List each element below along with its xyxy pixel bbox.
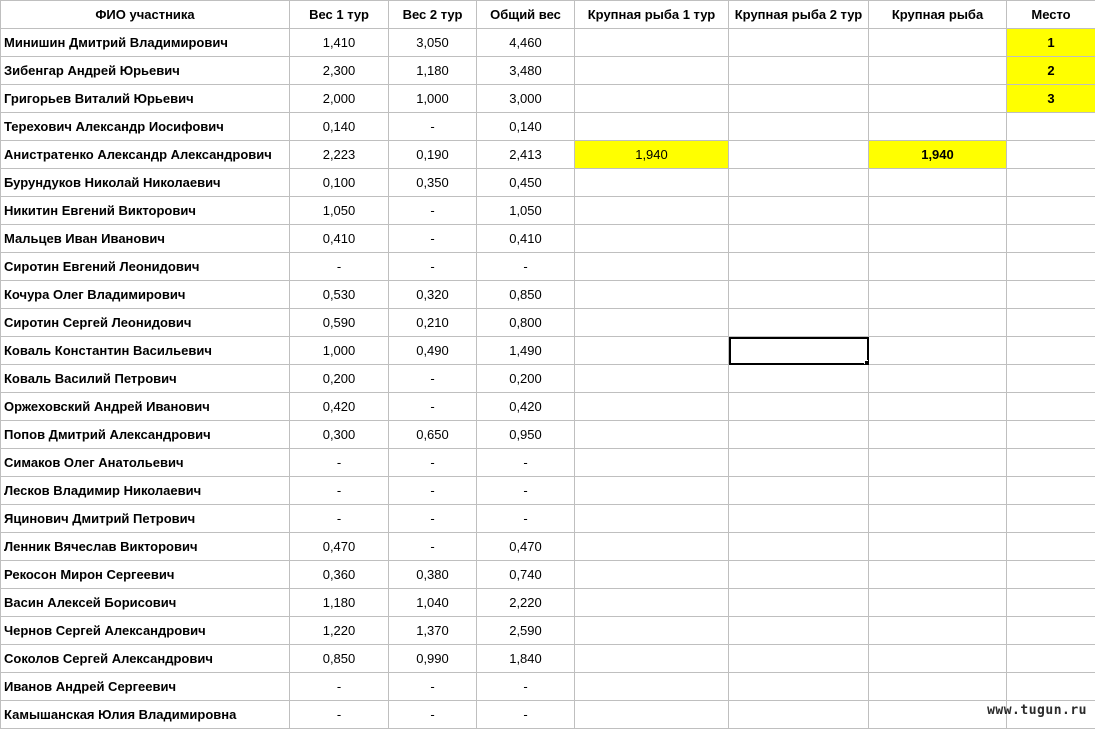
big-fish-round-2-cell[interactable] <box>729 673 869 701</box>
place-cell[interactable]: 2 <box>1007 57 1095 85</box>
weight-round-1-cell[interactable]: 0,360 <box>290 561 389 589</box>
big-fish-cell[interactable] <box>869 449 1007 477</box>
place-cell[interactable] <box>1007 533 1095 561</box>
total-weight-cell[interactable]: 0,140 <box>477 113 575 141</box>
big-fish-round-2-cell[interactable] <box>729 421 869 449</box>
place-cell[interactable] <box>1007 281 1095 309</box>
weight-round-1-cell[interactable]: 0,420 <box>290 393 389 421</box>
big-fish-round-2-cell[interactable] <box>729 393 869 421</box>
table-row <box>1 113 1095 141</box>
weight-round-2-cell[interactable]: - <box>389 225 477 253</box>
big-fish-round-1-cell[interactable] <box>575 673 729 701</box>
big-fish-round-2-cell[interactable] <box>729 365 869 393</box>
weight-round-1-cell[interactable]: 0,140 <box>290 113 389 141</box>
big-fish-cell[interactable] <box>869 421 1007 449</box>
weight-round-2-cell[interactable]: 0,380 <box>389 561 477 589</box>
participant-name-cell[interactable]: Коваль Константин Васильевич <box>1 337 290 365</box>
big-fish-round-1-cell[interactable] <box>575 477 729 505</box>
big-fish-round-2-cell[interactable] <box>729 85 869 113</box>
big-fish-round-1-cell[interactable] <box>575 309 729 337</box>
participant-name-cell[interactable]: Кочура Олег Владимирович <box>1 281 290 309</box>
weight-round-1-cell[interactable]: - <box>290 449 389 477</box>
place-cell[interactable] <box>1007 169 1095 197</box>
place-cell[interactable]: 3 <box>1007 85 1095 113</box>
participant-name-cell[interactable]: Никитин Евгений Викторович <box>1 197 290 225</box>
participant-name-cell[interactable]: Зибенгар Андрей Юрьевич <box>1 57 290 85</box>
participant-name-cell[interactable]: Терехович Александр Иосифович <box>1 113 290 141</box>
participant-name-cell[interactable]: Камышанская Юлия Владимировна <box>1 701 290 729</box>
big-fish-cell[interactable] <box>869 393 1007 421</box>
total-weight-cell[interactable]: 4,460 <box>477 29 575 57</box>
total-weight-cell[interactable]: - <box>477 477 575 505</box>
total-weight-cell[interactable]: 2,220 <box>477 589 575 617</box>
table-row <box>1 309 1095 337</box>
participant-name-cell[interactable]: Васин Алексей Борисович <box>1 589 290 617</box>
total-weight-cell[interactable]: 3,480 <box>477 57 575 85</box>
participant-name-cell[interactable]: Бурундуков Николай Николаевич <box>1 169 290 197</box>
place-cell[interactable] <box>1007 337 1095 365</box>
big-fish-round-2-cell[interactable] <box>729 169 869 197</box>
weight-round-1-cell[interactable]: 0,200 <box>290 365 389 393</box>
fill-handle[interactable] <box>864 360 869 365</box>
weight-round-2-cell[interactable]: - <box>389 393 477 421</box>
place-cell[interactable] <box>1007 673 1095 701</box>
weight-round-2-cell[interactable]: 0,650 <box>389 421 477 449</box>
weight-round-1-cell[interactable]: 0,300 <box>290 421 389 449</box>
place-cell[interactable] <box>1007 645 1095 673</box>
participant-name-cell[interactable]: Коваль Василий Петрович <box>1 365 290 393</box>
place-cell[interactable] <box>1007 589 1095 617</box>
big-fish-round-1-cell[interactable] <box>575 57 729 85</box>
place-cell[interactable]: 1 <box>1007 29 1095 57</box>
big-fish-cell[interactable] <box>869 337 1007 365</box>
header-big-fish-round-1[interactable]: Крупная рыба 1 тур <box>575 1 729 29</box>
weight-round-1-cell[interactable]: 0,410 <box>290 225 389 253</box>
place-cell[interactable] <box>1007 449 1095 477</box>
participant-name-cell[interactable]: Чернов Сергей Александрович <box>1 617 290 645</box>
participant-name-cell[interactable]: Лесков Владимир Николаевич <box>1 477 290 505</box>
header-big-fish-round-2[interactable]: Крупная рыба 2 тур <box>729 1 869 29</box>
table-row <box>1 393 1095 421</box>
place-cell[interactable] <box>1007 393 1095 421</box>
weight-round-1-cell[interactable]: 1,180 <box>290 589 389 617</box>
big-fish-cell[interactable] <box>869 253 1007 281</box>
big-fish-cell[interactable] <box>869 281 1007 309</box>
big-fish-cell[interactable] <box>869 197 1007 225</box>
table-row <box>1 337 1095 365</box>
place-cell[interactable] <box>1007 421 1095 449</box>
header-big-fish[interactable]: Крупная рыба <box>869 1 1007 29</box>
table-row <box>1 253 1095 281</box>
table-row <box>1 449 1095 477</box>
big-fish-round-1-cell[interactable] <box>575 253 729 281</box>
weight-round-1-cell[interactable]: 0,100 <box>290 169 389 197</box>
weight-round-1-cell[interactable]: 0,850 <box>290 645 389 673</box>
participant-name-cell[interactable]: Оржеховский Андрей Иванович <box>1 393 290 421</box>
weight-round-1-cell[interactable]: 0,590 <box>290 309 389 337</box>
total-weight-cell[interactable]: 0,200 <box>477 365 575 393</box>
weight-round-2-cell[interactable]: - <box>389 505 477 533</box>
big-fish-round-2-cell[interactable] <box>729 449 869 477</box>
weight-round-2-cell[interactable]: - <box>389 197 477 225</box>
total-weight-cell[interactable]: 1,050 <box>477 197 575 225</box>
header-weight-round-1[interactable]: Вес 1 тур <box>290 1 389 29</box>
big-fish-round-1-cell[interactable] <box>575 589 729 617</box>
weight-round-2-cell[interactable]: - <box>389 477 477 505</box>
table-row <box>1 505 1095 533</box>
big-fish-cell[interactable] <box>869 533 1007 561</box>
total-weight-cell[interactable]: - <box>477 253 575 281</box>
weight-round-2-cell[interactable]: 3,050 <box>389 29 477 57</box>
weight-round-2-cell[interactable]: - <box>389 701 477 729</box>
weight-round-1-cell[interactable]: 1,410 <box>290 29 389 57</box>
big-fish-cell[interactable] <box>869 29 1007 57</box>
table-row <box>1 57 1095 85</box>
header-total-weight[interactable]: Общий вес <box>477 1 575 29</box>
place-cell[interactable] <box>1007 113 1095 141</box>
weight-round-2-cell[interactable]: - <box>389 533 477 561</box>
big-fish-round-1-cell[interactable] <box>575 645 729 673</box>
total-weight-cell[interactable]: 1,490 <box>477 337 575 365</box>
participant-name-cell[interactable]: Мальцев Иван Иванович <box>1 225 290 253</box>
participant-name-cell[interactable]: Ленник Вячеслав Викторович <box>1 533 290 561</box>
weight-round-1-cell[interactable]: 2,300 <box>290 57 389 85</box>
big-fish-round-2-cell[interactable] <box>729 281 869 309</box>
big-fish-round-2-cell[interactable] <box>729 589 869 617</box>
place-cell[interactable] <box>1007 617 1095 645</box>
place-cell[interactable] <box>1007 561 1095 589</box>
participant-name-cell[interactable]: Соколов Сергей Александрович <box>1 645 290 673</box>
total-weight-cell[interactable]: 0,950 <box>477 421 575 449</box>
big-fish-round-1-cell[interactable] <box>575 337 729 365</box>
participant-name-cell[interactable]: Анистратенко Александр Александрович <box>1 141 290 169</box>
header-row <box>1 1 1095 29</box>
weight-round-2-cell[interactable]: 0,990 <box>389 645 477 673</box>
weight-round-1-cell[interactable]: 0,470 <box>290 533 389 561</box>
place-cell[interactable] <box>1007 253 1095 281</box>
big-fish-cell[interactable] <box>869 113 1007 141</box>
big-fish-cell[interactable] <box>869 701 1007 729</box>
weight-round-1-cell[interactable]: - <box>290 673 389 701</box>
weight-round-2-cell[interactable]: 0,210 <box>389 309 477 337</box>
participant-name-cell[interactable]: Иванов Андрей Сергеевич <box>1 673 290 701</box>
weight-round-1-cell[interactable]: - <box>290 505 389 533</box>
total-weight-cell[interactable]: 0,450 <box>477 169 575 197</box>
big-fish-round-1-cell[interactable] <box>575 449 729 477</box>
big-fish-round-2-cell[interactable] <box>729 309 869 337</box>
big-fish-round-2-cell[interactable] <box>729 477 869 505</box>
total-weight-cell[interactable]: 3,000 <box>477 85 575 113</box>
weight-round-1-cell[interactable]: 1,220 <box>290 617 389 645</box>
weight-round-1-cell[interactable]: 2,000 <box>290 85 389 113</box>
weight-round-2-cell[interactable]: 0,490 <box>389 337 477 365</box>
total-weight-cell[interactable]: - <box>477 505 575 533</box>
weight-round-2-cell[interactable]: 0,320 <box>389 281 477 309</box>
big-fish-round-2-cell[interactable] <box>729 225 869 253</box>
big-fish-round-2-cell[interactable] <box>729 561 869 589</box>
total-weight-cell[interactable]: 2,413 <box>477 141 575 169</box>
total-weight-cell[interactable]: 0,410 <box>477 225 575 253</box>
big-fish-round-1-cell[interactable] <box>575 85 729 113</box>
big-fish-round-1-cell[interactable] <box>575 561 729 589</box>
participant-name-cell[interactable]: Яцинович Дмитрий Петрович <box>1 505 290 533</box>
participant-name-cell[interactable]: Симаков Олег Анатольевич <box>1 449 290 477</box>
table-row <box>1 589 1095 617</box>
table-row <box>1 85 1095 113</box>
participant-name-cell[interactable]: Попов Дмитрий Александрович <box>1 421 290 449</box>
big-fish-cell[interactable] <box>869 169 1007 197</box>
weight-round-2-cell[interactable]: 1,370 <box>389 617 477 645</box>
total-weight-cell[interactable]: - <box>477 449 575 477</box>
table-row <box>1 365 1095 393</box>
weight-round-1-cell[interactable]: - <box>290 477 389 505</box>
table-row <box>1 673 1095 701</box>
big-fish-cell[interactable] <box>869 673 1007 701</box>
big-fish-round-1-cell[interactable] <box>575 365 729 393</box>
big-fish-round-1-cell[interactable] <box>575 617 729 645</box>
big-fish-round-2-cell[interactable] <box>729 141 869 169</box>
big-fish-round-1-cell[interactable] <box>575 197 729 225</box>
total-weight-cell[interactable]: - <box>477 701 575 729</box>
table-row <box>1 197 1095 225</box>
place-cell[interactable] <box>1007 197 1095 225</box>
table-row <box>1 281 1095 309</box>
table-body <box>1 29 1095 729</box>
table-row <box>1 617 1095 645</box>
big-fish-round-2-cell[interactable] <box>729 701 869 729</box>
big-fish-cell[interactable] <box>869 365 1007 393</box>
big-fish-cell[interactable] <box>869 505 1007 533</box>
weight-round-2-cell[interactable]: 1,000 <box>389 85 477 113</box>
total-weight-cell[interactable]: 0,850 <box>477 281 575 309</box>
weight-round-2-cell[interactable]: - <box>389 449 477 477</box>
participant-name-cell[interactable]: Сиротин Евгений Леонидович <box>1 253 290 281</box>
weight-round-1-cell[interactable]: 1,050 <box>290 197 389 225</box>
big-fish-round-2-cell[interactable] <box>729 617 869 645</box>
big-fish-round-1-cell[interactable] <box>575 225 729 253</box>
participant-name-cell[interactable]: Григорьев Виталий Юрьевич <box>1 85 290 113</box>
weight-round-2-cell[interactable]: 1,040 <box>389 589 477 617</box>
total-weight-cell[interactable]: 0,740 <box>477 561 575 589</box>
big-fish-round-1-cell[interactable] <box>575 701 729 729</box>
place-cell[interactable] <box>1007 477 1095 505</box>
weight-round-2-cell[interactable]: - <box>389 253 477 281</box>
header-weight-round-2[interactable]: Вес 2 тур <box>389 1 477 29</box>
total-weight-cell[interactable]: 2,590 <box>477 617 575 645</box>
table-row <box>1 561 1095 589</box>
big-fish-cell[interactable]: 1,940 <box>869 141 1007 169</box>
place-cell[interactable] <box>1007 141 1095 169</box>
total-weight-cell[interactable]: 0,420 <box>477 393 575 421</box>
big-fish-round-1-cell[interactable] <box>575 393 729 421</box>
big-fish-round-2-cell[interactable] <box>729 645 869 673</box>
weight-round-1-cell[interactable]: 2,223 <box>290 141 389 169</box>
big-fish-round-1-cell[interactable] <box>575 533 729 561</box>
table-row <box>1 477 1095 505</box>
place-cell[interactable] <box>1007 309 1095 337</box>
participant-name-cell[interactable]: Сиротин Сергей Леонидович <box>1 309 290 337</box>
total-weight-cell[interactable]: 0,470 <box>477 533 575 561</box>
weight-round-1-cell[interactable]: 1,000 <box>290 337 389 365</box>
big-fish-cell[interactable] <box>869 589 1007 617</box>
weight-round-2-cell[interactable]: - <box>389 113 477 141</box>
big-fish-round-1-cell[interactable] <box>575 169 729 197</box>
total-weight-cell[interactable]: 1,840 <box>477 645 575 673</box>
big-fish-cell[interactable] <box>869 309 1007 337</box>
big-fish-round-2-cell[interactable] <box>729 337 869 365</box>
big-fish-cell[interactable] <box>869 617 1007 645</box>
place-cell[interactable] <box>1007 225 1095 253</box>
big-fish-cell[interactable] <box>869 85 1007 113</box>
weight-round-2-cell[interactable]: 0,350 <box>389 169 477 197</box>
big-fish-cell[interactable] <box>869 561 1007 589</box>
weight-round-1-cell[interactable]: 0,530 <box>290 281 389 309</box>
total-weight-cell[interactable]: 0,800 <box>477 309 575 337</box>
weight-round-2-cell[interactable]: - <box>389 365 477 393</box>
table-row <box>1 225 1095 253</box>
header-name[interactable]: ФИО участника <box>1 1 290 29</box>
table-row <box>1 141 1095 169</box>
big-fish-round-2-cell[interactable] <box>729 57 869 85</box>
header-place[interactable]: Место <box>1007 1 1095 29</box>
big-fish-round-2-cell[interactable] <box>729 253 869 281</box>
big-fish-round-2-cell[interactable] <box>729 197 869 225</box>
participant-name-cell[interactable]: Минишин Дмитрий Владимирович <box>1 29 290 57</box>
big-fish-round-1-cell[interactable] <box>575 113 729 141</box>
weight-round-2-cell[interactable]: - <box>389 673 477 701</box>
table-row <box>1 421 1095 449</box>
table-row <box>1 29 1095 57</box>
big-fish-cell[interactable] <box>869 57 1007 85</box>
participant-name-cell[interactable]: Рекосон Мирон Сергеевич <box>1 561 290 589</box>
big-fish-round-1-cell[interactable] <box>575 281 729 309</box>
big-fish-round-2-cell[interactable] <box>729 505 869 533</box>
place-cell[interactable] <box>1007 505 1095 533</box>
big-fish-cell[interactable] <box>869 477 1007 505</box>
watermark: www.tugun.ru <box>987 703 1087 718</box>
big-fish-round-2-cell[interactable] <box>729 29 869 57</box>
table-row <box>1 533 1095 561</box>
table-row <box>1 701 1095 729</box>
big-fish-round-1-cell[interactable] <box>575 505 729 533</box>
big-fish-round-2-cell[interactable] <box>729 113 869 141</box>
big-fish-round-1-cell[interactable] <box>575 421 729 449</box>
big-fish-cell[interactable] <box>869 225 1007 253</box>
big-fish-round-1-cell[interactable] <box>575 29 729 57</box>
weight-round-1-cell[interactable]: - <box>290 253 389 281</box>
weight-round-2-cell[interactable]: 1,180 <box>389 57 477 85</box>
weight-round-1-cell[interactable]: - <box>290 701 389 729</box>
big-fish-round-1-cell[interactable]: 1,940 <box>575 141 729 169</box>
weight-round-2-cell[interactable]: 0,190 <box>389 141 477 169</box>
table-row <box>1 645 1095 673</box>
total-weight-cell[interactable]: - <box>477 673 575 701</box>
big-fish-round-2-cell[interactable] <box>729 533 869 561</box>
big-fish-cell[interactable] <box>869 645 1007 673</box>
table-row <box>1 169 1095 197</box>
place-cell[interactable] <box>1007 365 1095 393</box>
